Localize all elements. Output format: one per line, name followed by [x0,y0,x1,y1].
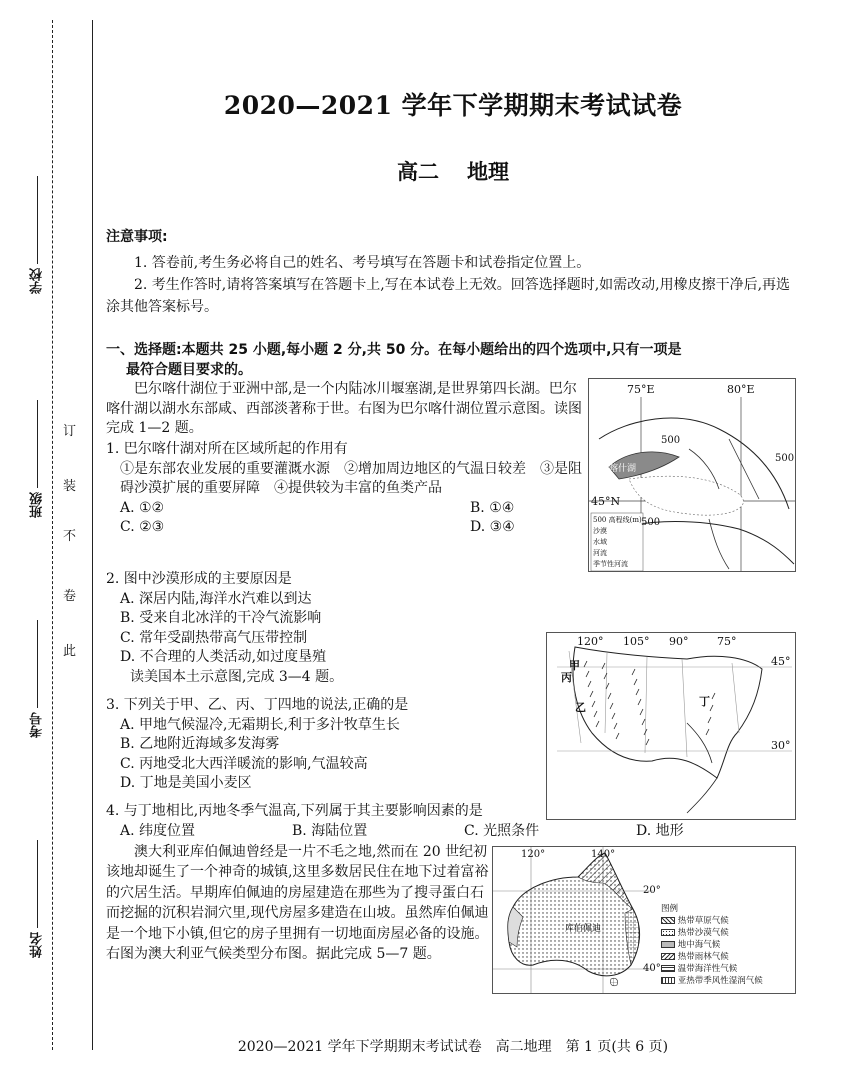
map2-lat-45: 45° [771,655,791,668]
grade-label: 高二 [397,160,439,184]
map1-legend-item: 500 高程线(m) [593,516,642,524]
map3-legend-item: 热带雨林气候 [661,951,763,963]
map3-legend-item: 地中海气候 [661,939,763,951]
map1-legend [593,515,642,570]
map2-lon-75: 75° [717,635,737,648]
usa-map-svg [547,633,796,820]
map2-lon-90: 90° [669,635,689,648]
passage-3-text: 澳大利亚库伯佩迪曾经是一片不毛之地,然而在 20 世纪初该地却诞生了一个神奇的城镇,这里多数居民住在地下过着富裕的穴居生活。早期库伯佩迪的房屋建造在那些为了搜寻蛋白石而挖掘的沉积岩洞穴里,现代房屋多建造在山坡。虽然库伯佩迪是一个地下小镇,但它的房子里拥有一切地面房屋必备的设施。右图为澳大利亚气候类型分布图。据此完成 5—7 题。 [106,844,489,963]
note-item: 2. 考生作答时,请将答案填写在答题卡上,写在本试卷上无效。回答选择题时,如需改动,用橡皮擦干净后,再选涂其他答案标号。 [106,277,791,315]
q4-option-a[interactable]: A. 纬度位置 [120,822,196,839]
map1-lon-80: 80°E [727,383,755,396]
binding-notice-char: 不 [63,529,77,544]
binding-notice-char: 装 [63,479,77,494]
section-heading-line2: 最符合题目要求的。 [126,362,252,378]
map3-legend-item: 亚热带季风性湿润气候 [661,975,763,987]
notes-list [106,252,800,318]
q1-option-c[interactable]: C. ②③ [120,519,165,535]
legend-swatch-icon [661,941,675,948]
map1-contour-label: 500 [661,435,681,446]
q4-option-c[interactable]: C. 光照条件 [464,822,540,839]
map2-lon-120: 120° [577,635,604,648]
name-underline [37,840,38,928]
school-field[interactable] [28,176,47,294]
q2-option-d[interactable]: D. 不合理的人类活动,如过度垦殖 [120,649,327,665]
australia-climate-map [492,846,796,994]
map1-contour-label: 500 [641,517,661,528]
question-1 [106,440,584,538]
q2-option-c[interactable]: C. 常年受副热带高气压带控制 [120,629,308,646]
map2-place-bing: 丙 [561,671,572,684]
map3-lon-140: 140° [591,849,616,860]
note-item: 1. 答卷前,考生务必将自己的姓名、考号填写在答题卡和试卷指定位置上。 [134,255,591,271]
map2-place-ding: 丁 [699,695,710,708]
binding-notice-char: 卷 [63,589,77,604]
q2-stem: 2. 图中沙漠形成的主要原因是 [106,571,292,587]
map2-place-jia: 甲 [569,659,580,672]
map2-lat-30: 30° [771,739,791,752]
passage-1-text: 巴尔喀什湖位于亚洲中部,是一个内陆冰川堰塞湖,是世界第四长湖。巴尔喀什湖以湖水东部咸、西部淡著称于世。右图为巴尔喀什湖位置示意图。读图完成 1—2 题。 [106,381,582,436]
legend-swatch-icon [661,929,675,936]
subject-label: 地理 [467,160,509,184]
subject-title [106,156,800,186]
q2-option-b[interactable]: B. 受来自北冰洋的干冷气流影响 [120,610,322,626]
map1-lon-75: 75°E [627,383,655,396]
q3-option-a[interactable]: A. 甲地气候湿冷,无霜期长,利于多汁牧草生长 [120,716,400,733]
passage-2: 读美国本土示意图,完成 3—4 题。 [130,668,344,685]
binding-line [92,20,93,1050]
class-field[interactable] [28,400,47,518]
binding-margin [0,0,100,1070]
binding-notice-char: 此 [63,644,77,659]
q4-option-d[interactable]: D. 地形 [636,822,684,839]
map3-legend-title: 图例 [661,904,679,914]
map1-legend-item: 河流 [593,549,607,557]
name-field[interactable] [28,840,47,958]
map2-place-yi: 乙 [575,701,586,714]
q1-option-a[interactable]: A. ①② [120,499,165,516]
q1-option-d[interactable]: D. ③④ [470,519,515,535]
map3-lat-20: 20° [643,885,661,896]
binding-notice-char: 订 [63,424,77,439]
section-heading-line1: 一、选择题:本题共 25 小题,每小题 2 分,共 50 分。在每小题给出的四个选项中,只有一项是 [106,342,682,358]
map3-legend-item: 温带海洋性气候 [661,963,763,975]
legend-swatch-icon [661,977,675,984]
dashed-cut-line [52,20,53,1050]
map3-lon-120: 120° [521,849,546,860]
exam-number-underline [37,620,38,708]
q1-option-b[interactable]: B. ①④ [470,499,515,516]
map1-lat-45: 45°N [591,495,621,508]
map3-legend-item: 热带草原气候 [661,915,763,927]
legend-swatch-icon [661,917,675,924]
school-label: 学校 [30,268,45,294]
q4-stem: 4. 与丁地相比,丙地冬季气温高,下列属于其主要影响因素的是 [106,803,483,819]
q1-stem: 1. 巴尔喀什湖对所在区域所起的作用有 [106,441,348,457]
map1-legend-item: 水域 [593,538,607,546]
exam-title: 2020—2021 学年下学期期末考试试卷 [223,91,683,120]
q3-option-c[interactable]: C. 丙地受北大西洋暖流的影响,气温较高 [120,755,368,772]
usa-map [546,632,796,820]
q1-choices: ①是东部农业发展的重要灌溉水源 ②增加周边地区的气温日较差 ③是阻碍沙漠扩展的重要屏障 ④提供较为丰富的鱼类产品 [120,460,582,496]
balkhash-lake-map [588,378,796,572]
class-label: 班级 [30,492,45,518]
map3-place-coober-pedy: 库伯佩迪 [565,924,602,934]
legend-swatch-icon [661,965,675,972]
map3-legend-item: 热带沙漠气候 [661,927,763,939]
name-label: 姓名 [30,932,45,958]
passage-1 [106,380,584,439]
notes-heading: 注意事项: [106,229,168,245]
q2-option-a[interactable]: A. 深居内陆,海洋水汽难以到达 [120,590,312,607]
q3-option-b[interactable]: B. 乙地附近海域多发海雾 [120,736,280,752]
exam-number-label: 考号 [30,712,45,738]
legend-swatch-icon [661,953,675,960]
page-footer: 2020—2021 学年下学期期末考试试卷 高二地理 第 1 页(共 6 页) [237,1039,669,1055]
map3-legend [661,903,763,987]
school-underline [37,176,38,264]
question-3 [106,696,536,794]
map1-legend-item: 沙漠 [593,527,607,535]
map3-lat-40: 40° [643,963,661,974]
exam-number-field[interactable] [28,620,47,738]
passage-3 [106,842,494,964]
map2-lon-105: 105° [623,635,650,648]
question-2 [106,570,536,687]
map1-contour-label: 500 [775,453,795,464]
section-heading [106,340,800,380]
q4-option-b[interactable]: B. 海陆位置 [292,822,368,839]
class-underline [37,400,38,488]
q3-option-d[interactable]: D. 丁地是美国小麦区 [120,775,252,791]
map1-lake-label: 巴尔喀什湖 [591,464,637,474]
map1-legend-item: 季节性河流 [593,560,628,568]
q3-stem: 3. 下列关于甲、乙、丙、丁四地的说法,正确的是 [106,697,409,713]
